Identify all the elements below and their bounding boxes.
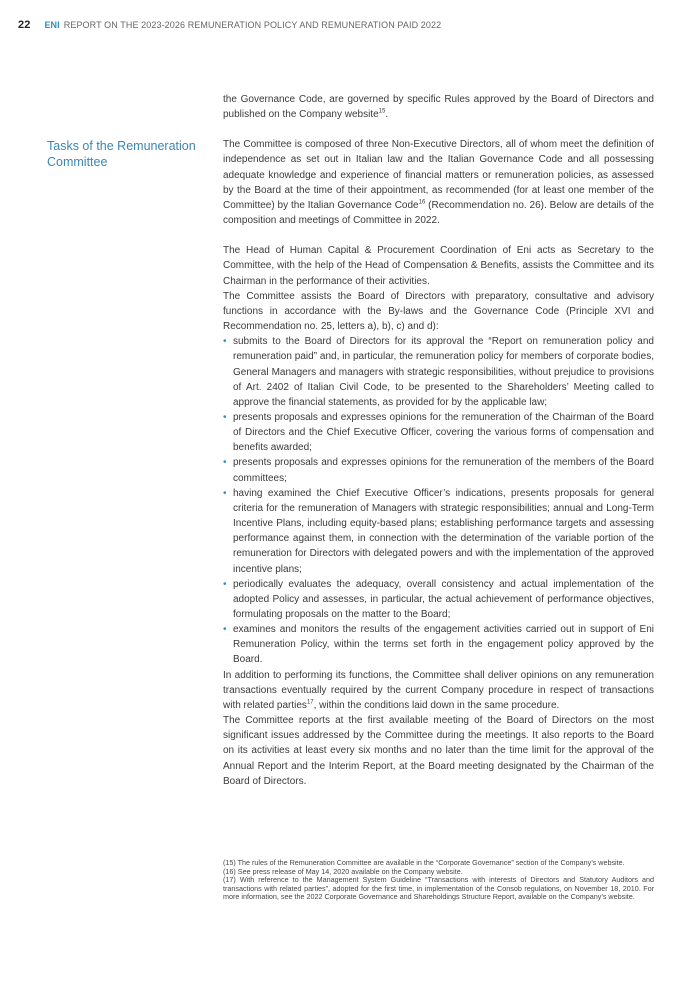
composition-paragraph: The Committee is composed of three Non-Executive Directors, all of whom meet the definition of independence as set out in Italian law and the Italian Governance Code and all possessing adequate knowledge and experience of financial matters or remuneration policies, as assessed by the Board at the time of their appointment, as recommended (for at least one member of the Committee) by the Italian Governance Code$^{16}$ (Recommendation no. 26). Below are details of the composition and meetings of Committee in 2022. bbox=[223, 139, 654, 227]
secretary-paragraph: The Head of Human Capital & Procurement Coordination of Eni acts as Secretary to the Committee, with the help of the Head of Compensation & Benefits, assists the Committee and its Chairman in the performance of their activities. bbox=[223, 245, 654, 287]
bullet-icon: • bbox=[223, 411, 227, 423]
intro-paragraph: the Governance Code, are governed by specific Rules approved by the Board of Directors and published on the Company website$^{15}$. bbox=[223, 94, 654, 121]
footnote-ref: 16 bbox=[418, 199, 426, 206]
list-item: • having examined the Chief Executive Officer’s indications, presents proposals for general criteria for the remuneration of Managers with strategic responsibilities; annual and Long-Term Incentive Plans, including equity-based plans; establishing performance targets and assessing performance against them, in connection with the determination of the variable portion of the remuneration for Directors with delegated powers and with the implementation of the approved incentive plans; bbox=[223, 487, 654, 575]
bullet-icon: • bbox=[223, 624, 227, 636]
page-number: 22 bbox=[18, 19, 31, 31]
list-item: • submits to the Board of Directors for its approval the “Report on remuneration policy and remuneration paid” and, in particular, the remuneration policy for members of corporate bodies, General Managers and managers with strategic responsibilities, without prejudice to provisions of Art. 2402 of Italian Civil Code, to be presented to the Shareholders’ Meeting called to approve the financial statements, as provided for by the applicable law; bbox=[223, 336, 654, 408]
reporting-paragraph: The Committee reports at the first available meeting of the Board of Directors on the most significant issues addressed by the Committee during the meetings. It also reports to the Board on its activities at least every six months and no later than the time limit for the approval of the Annual Report and the Interim Report, at the Board meeting designated by the Chairman of the Board of Directors. bbox=[223, 715, 654, 787]
footnote: (16) See press release of May 14, 2020 available on the Company website. bbox=[223, 866, 463, 876]
list-item: • presents proposals and expresses opinions for the remuneration of the members of the Board committees; bbox=[223, 457, 654, 484]
footnotes bbox=[223, 859, 654, 902]
footnote-ref: 15 bbox=[378, 108, 386, 115]
body-text bbox=[223, 92, 654, 789]
functions-list bbox=[223, 334, 654, 667]
list-item: • periodically evaluates the adequacy, overall consistency and actual implementation of the adopted Policy and assesses, in particular, the actual achievement of performance objectives, formulating proposals on the matter to the Board; bbox=[223, 578, 654, 620]
bullet-icon: • bbox=[223, 487, 227, 499]
bullet-icon: • bbox=[223, 457, 227, 469]
bullet-icon: • bbox=[223, 336, 227, 348]
footnote: (17) With reference to the Management System Guideline “Transactions with interests of Directors and Statutory Auditors and transactions with related parties”, adopted for the first time, in implementation of the Consob regulations, on November 18, 2010. For more information, see the 2022 Corporate Governance and Shareholdings Structure Report, available on the Company’s website. bbox=[223, 875, 654, 902]
list-item: • presents proposals and expresses opinions for the remuneration of the Chairman of the Board of Directors and the Chief Executive Officer, covering the various forms of compensation and benefits awarded; bbox=[223, 411, 654, 454]
bullet-icon: • bbox=[223, 578, 227, 590]
footnote: (15) The rules of the Remuneration Committee are available in the “Corporate Governance” section of the Company’s website. bbox=[223, 858, 625, 867]
related-parties-paragraph: In addition to performing its functions, the Committee shall deliver opinions on any remuneration transactions eventually required by the current Company procedure in respect of transactions with related parties$^{17}$, within the conditions laid down in the same procedure. bbox=[223, 669, 654, 711]
functions-paragraph: The Committee assists the Board of Directors with preparatory, consultative and advisory functions in accordance with the By-laws and the Governance Code (Principle XVI and Recommendation no. 25, letters a), b), c) and d): bbox=[223, 290, 654, 333]
list-item: • examines and monitors the results of the engagement activities carried out in support of Eni Remuneration Policy, within the terms set forth in the engagement policy approved by the Board. bbox=[223, 624, 654, 666]
section-title: Tasks of the Remuneration Committee bbox=[47, 139, 196, 169]
page-header bbox=[18, 19, 441, 31]
brand-label: ENI bbox=[44, 20, 60, 30]
report-title: REPORT ON THE 2023-2026 REMUNERATION POLICY AND REMUNERATION PAID 2022 bbox=[63, 20, 442, 30]
footnote-ref: 17 bbox=[306, 699, 314, 706]
